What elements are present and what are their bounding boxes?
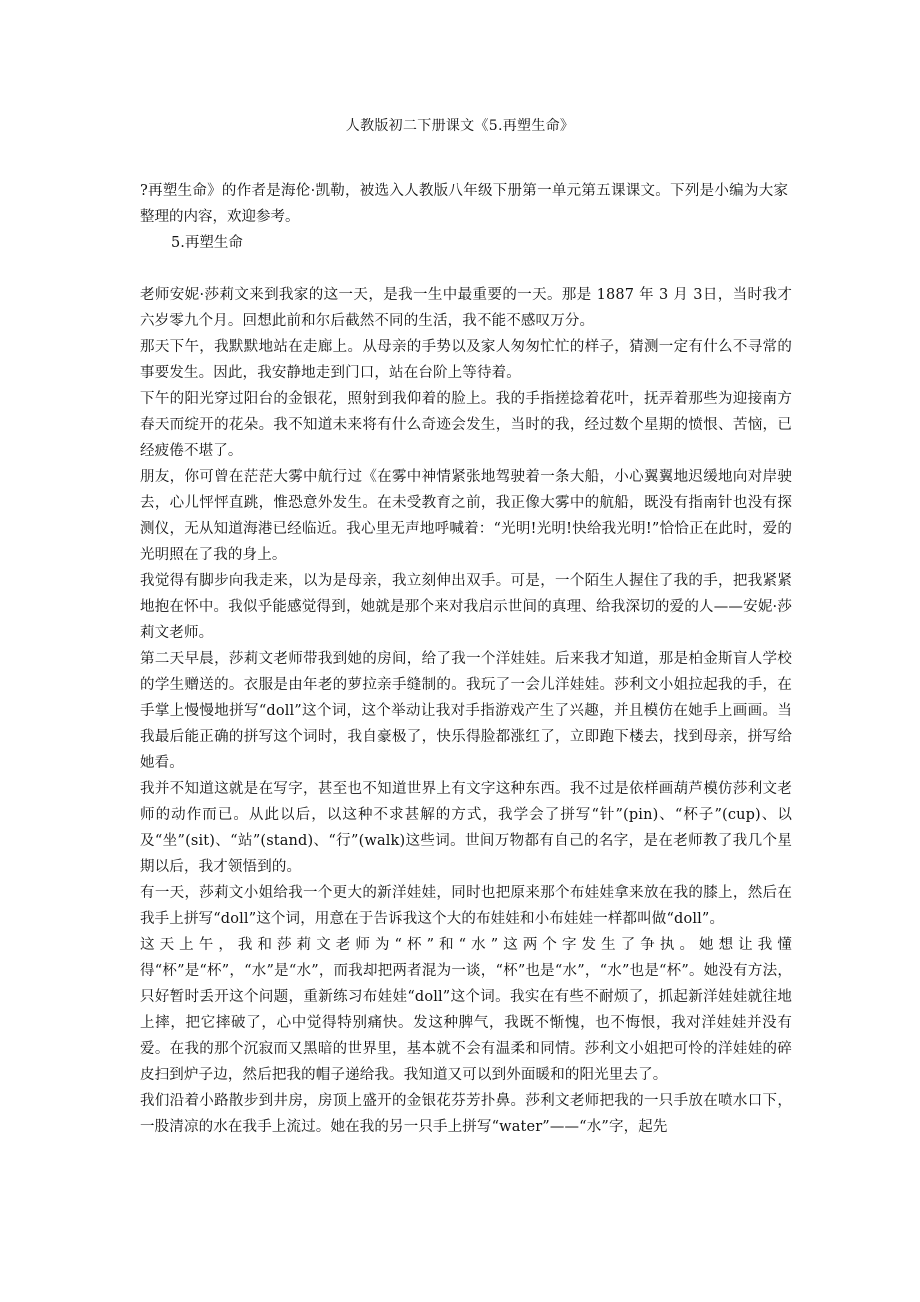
intro-paragraph: ?再塑生命》的作者是海伦·凯勒，被选入人教版八年级下册第一单元第五课课文。下列是小编为大家整理的内容，欢迎参考。	[140, 183, 788, 225]
paragraph: 我们沿着小路散步到井房，房顶上盛开的金银花芬芳扑鼻。莎利文老师把我的一只手放在喷水口下，一股清凉的水在我手上流过。她在我的另一只手上拼写“water”——“水”字，起先	[140, 1093, 792, 1135]
paragraph: 下午的阳光穿过阳台的金银花，照射到我仰着的脸上。我的手指搓捻着花叶，抚弄着那些为迎接南方春天而绽开的花朵。我不知道未来将有什么奇迹会发生，当时的我，经过数个星期的愤恨、苦恼，已经疲倦不堪了。	[140, 391, 792, 459]
paragraph: 我并不知道这就是在写字，甚至也不知道世界上有文字这种东西。我不过是依样画葫芦模仿莎利文老师的动作而已。从此以后，以这种不求甚解的方式，我学会了拼写“针”(pin)、“杯子”(cup)、以及“坐”(sit)、“站”(stand)、“行”(walk)这些词。世间万物都有自己的名字，是在老师教了我几个星期以后，我才领悟到的。	[140, 781, 792, 875]
paragraph: 我觉得有脚步向我走来，以为是母亲，我立刻伸出双手。可是，一个陌生人握住了我的手，把我紧紧地抱在怀中。我似乎能感觉得到，她就是那个来对我启示世间的真理、给我深切的爱的人——安妮·莎莉文老师。	[140, 573, 792, 641]
paragraph: 有一天，莎莉文小姐给我一个更大的新洋娃娃，同时也把原来那个布娃娃拿来放在我的膝上，然后在我手上拼写“doll”这个词，用意在于告诉我这个大的布娃娃和小布娃娃一样都叫做“doll”。	[140, 885, 792, 927]
paragraph: 那天下午，我默默地站在走廊上。从母亲的手势以及家人匆匆忙忙的样子，猜测一定有什么不寻常的事要发生。因此，我安静地走到门口，站在台阶上等待着。	[140, 339, 792, 381]
section-heading: 5.再塑生命	[171, 235, 243, 251]
article-body	[140, 282, 792, 1140]
paragraph: 这天上午，我和莎莉文老师为“杯”和“水”这两个字发生了争执。她想让我懂得“杯”是“杯”，“水”是“水”，而我却把两者混为一谈，“杯”也是“水”，“水”也是“杯”。她没有方法，只好暂时丢开这个问题，重新练习布娃娃“doll”这个词。我实在有些不耐烦了，抓起新洋娃娃就往地上摔，把它摔破了，心中觉得特别痛快。发这种脾气，我既不惭愧，也不悔恨，我对洋娃娃并没有爱。在我的那个沉寂而又黑暗的世界里，基本就不会有温柔和同情。莎利文小姐把可怜的洋娃娃的碎皮扫到炉子边，然后把我的帽子递给我。我知道又可以到外面暖和的阳光里去了。	[140, 937, 792, 1083]
paragraph: 老师安妮·莎莉文来到我家的这一天，是我一生中最重要的一天。那是 1887 年 3 月 3日，当时我才六岁零九个月。回想此前和尔后截然不同的生活，我不能不感叹万分。	[140, 287, 792, 329]
page-title: 人教版初二下册课文《5.再塑生命》	[345, 118, 575, 134]
paragraph: 朋友，你可曾在茫茫大雾中航行过《在雾中神情紧张地驾驶着一条大船，小心翼翼地迟缓地向对岸驶去，心儿怦怦直跳，惟恐意外发生。在未受教育之前，我正像大雾中的航船，既没有指南针也没有探测仪，无从知道海港已经临近。我心里无声地呼喊着：“光明!光明!快给我光明!”恰恰正在此时，爱的光明照在了我的身上。	[140, 469, 792, 563]
paragraph: 第二天早晨，莎莉文老师带我到她的房间，给了我一个洋娃娃。后来我才知道，那是柏金斯盲人学校的学生赠送的。衣服是由年老的萝拉亲手缝制的。我玩了一会儿洋娃娃。莎利文小姐拉起我的手，在手掌上慢慢地拼写“doll”这个词，这个举动让我对手指游戏产生了兴趣，并且模仿在她手上画画。当我最后能正确的拼写这个词时，我自豪极了，快乐得脸都涨红了，立即跑下楼去，找到母亲，拼写给她看。	[140, 651, 792, 771]
